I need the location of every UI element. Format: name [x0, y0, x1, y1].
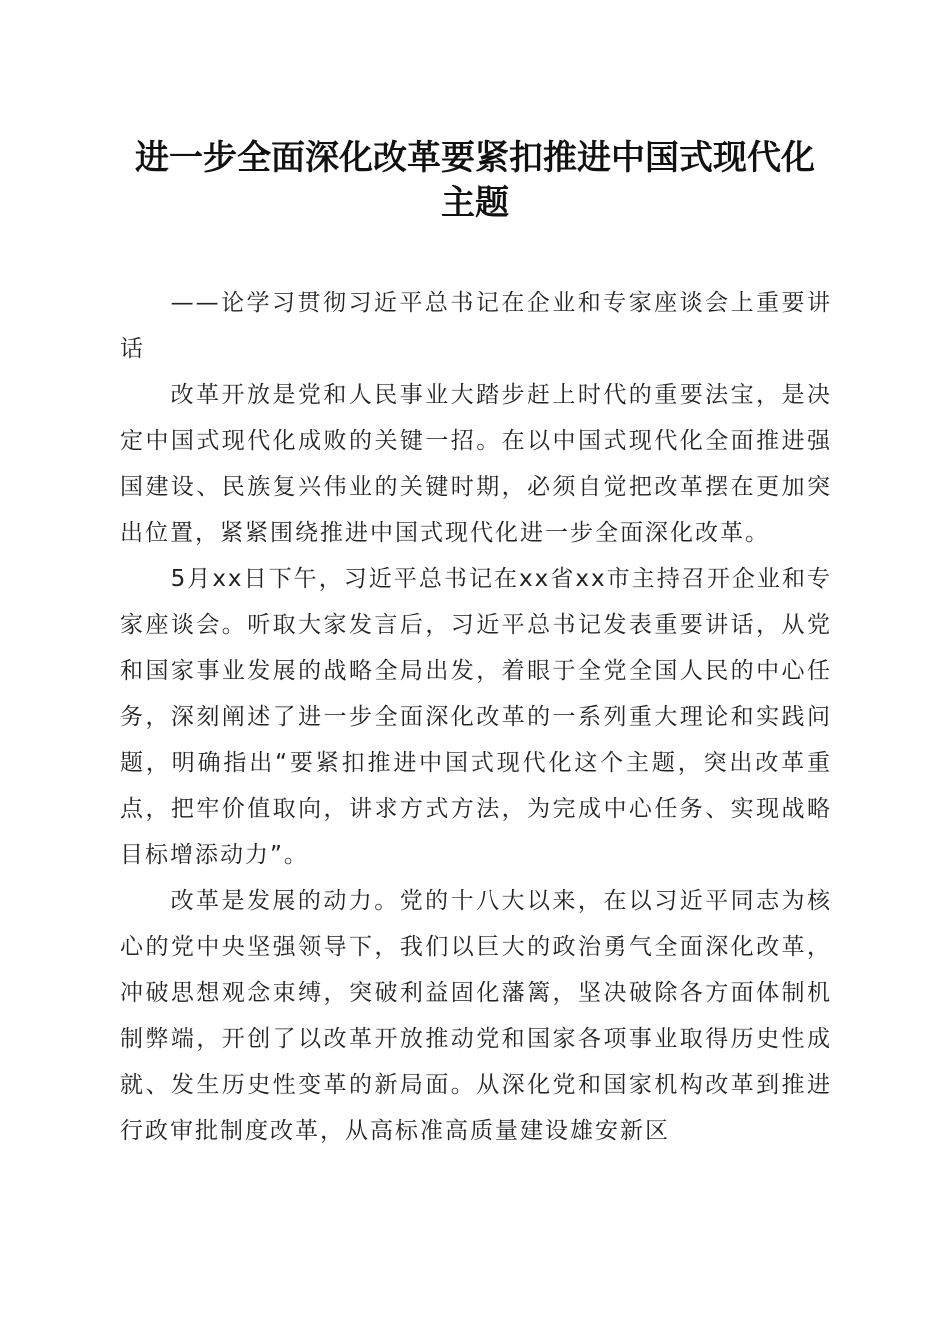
subtitle-paragraph: ——论学习贯彻习近平总书记在企业和专家座谈会上重要讲话 — [120, 290, 832, 362]
document-title-line-1: 进一步全面深化改革要紧扣推进中国式现代化 — [135, 138, 815, 178]
document-title-line-2: 主题 — [441, 183, 509, 223]
body-paragraph: 改革开放是党和人民事业大踏步赶上时代的重要法宝，是决定中国式现代化成败的关键一招。在以中国式现代化全面推进强国建设、民族复兴伟业的关键时期，必须自觉把改革摆在更加突出位置，紧紧围绕推进中国式现代化进一步全面深化改革。 — [120, 382, 832, 546]
body-paragraph: 5月xx日下午，习近平总书记在xx省xx市主持召开企业和专家座谈会。听取大家发言后，习近平总书记发表重要讲话，从党和国家事业发展的战略全局出发，着眼于全党全国人民的中心任务，深刻阐述了进一步全面深化改革的一系列重大理论和实践问题，明确指出“要紧扣推进中国式现代化这个主题，突出改革重点，把牢价值取向，讲求方式方法，为完成中心任务、实现战略目标增添动力”。 — [120, 566, 832, 868]
document-title — [100, 136, 850, 226]
document-body — [120, 280, 832, 1154]
body-paragraph: 改革是发展的动力。党的十八大以来，在以习近平同志为核心的党中央坚强领导下，我们以巨大的政治勇气全面深化改革，冲破思想观念束缚，突破利益固化藩篱，坚决破除各方面体制机制弊端，开创了以改革开放推动党和国家各项事业取得历史性成就、发生历史性变革的新局面。从深化党和国家机构改革到推进行政审批制度改革，从高标准高质量建设雄安新区 — [120, 888, 832, 1144]
